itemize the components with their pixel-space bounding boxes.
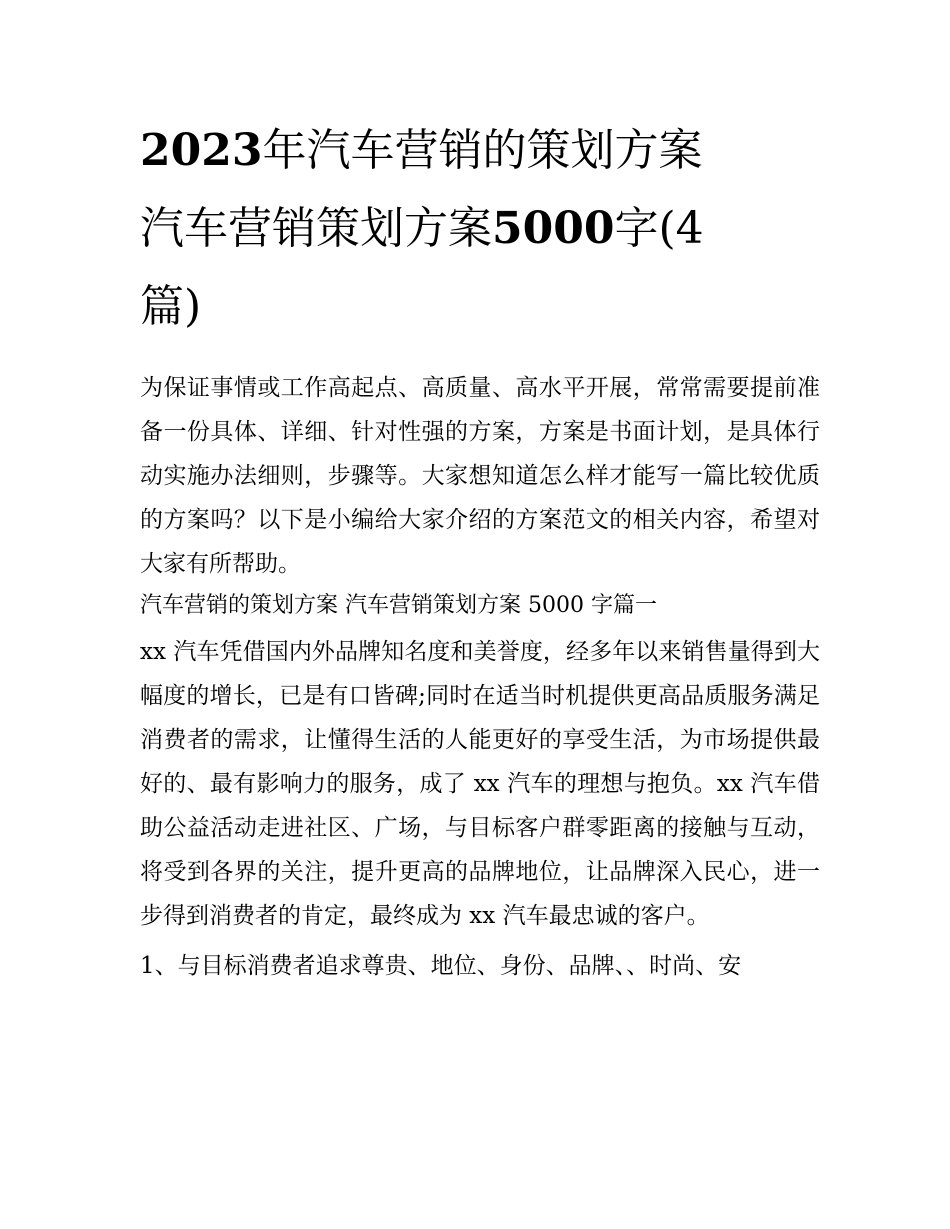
title-line2-num: 5000 [492,203,615,254]
title-line2-post: 字(4 [614,203,704,254]
title-year: 2023 [140,125,263,176]
document-content [140,112,820,988]
title-line2-pre: 汽车营销策划方案 [140,203,492,254]
intro-paragraph: 为保证事情或工作高起点、高质量、高水平开展，常常需要提前准备一份具体、详细、针对性强的方案，方案是书面计划，是具体行动实施办法细则，步骤等。大家想知道怎么样才能写一篇比较优质的方案吗？以下是小编给大家介绍的方案范文的相关内容，希望对大家有所帮助。 [140,375,820,577]
document-title [140,112,820,346]
section-heading: 汽车营销的策划方案 汽车营销策划方案 5000 字篇一 [140,593,657,618]
body-paragraph: xx 汽车凭借国内外品牌知名度和美誉度，经多年以来销售量得到大幅度的增长，已是有口皆碑;同时在适当时机提供更高品质服务满足消费者的需求，让懂得生活的人能更好的享受生活，为市场提供最好的、最有影响力的服务，成了 xx 汽车的理想与抱负。xx 汽车借助公益活动走进社区、广场，与目标客户群零距离的接触与互动，将受到各界的关注，提升更高的品牌地位，让品牌深入民心，进一步得到消费者的肯定，最终成为 xx 汽车最忠诚的客户。 [140,639,820,929]
list-item-1: 1、与目标消费者追求尊贵、地位、身份、品牌、、时尚、安 [140,953,742,979]
title-line1-rest: 年汽车营销的策划方案 [262,125,703,176]
title-line3: 篇) [140,281,202,332]
